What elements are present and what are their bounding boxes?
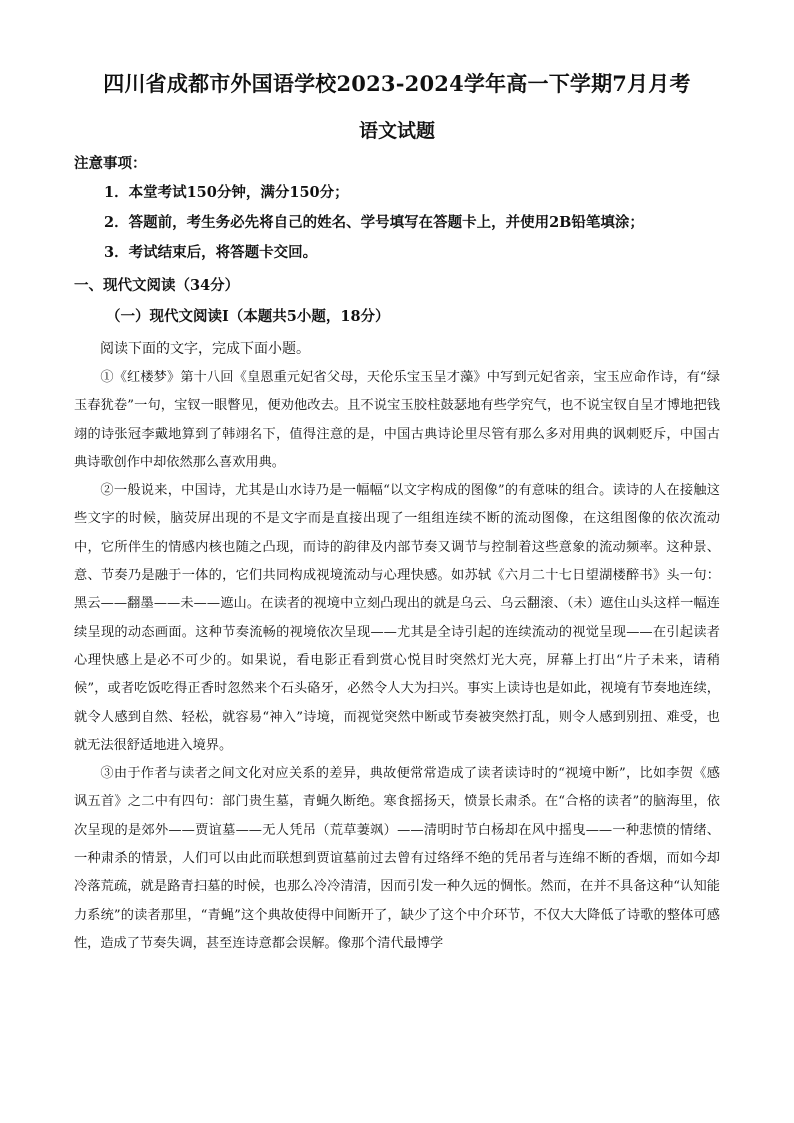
notice-list <box>104 182 744 272</box>
exam-title: 四川省成都市外国语学校2023-2024学年高一下学期7月月考 <box>103 71 691 96</box>
notice-item: 1．本堂考试150分钟，满分150分； <box>104 184 349 201</box>
passage-paragraph: ③由于作者与读者之间文化对应关系的差异，典故便常常造成了读者读诗时的“视境中断”，比如李贺《感讽五首》之二中有四句：部门贵生墓，青蝇久断绝。寒食摇扬天，愤景长肃杀。在“合格的读者”的脑海里，依次呈现的是郊外——贾谊墓——无人凭吊（荒草萋飒）——清明时节白杨却在风中摇曳——一种悲愤的情绪、一种肃杀的情景，人们可以由此而联想到贾谊墓前过去曾有过络绎不绝的凭吊者与连绵不断的香烟，而如今却冷落荒疏，就是路青扫墓的时候，也那么冷冷清清，因而引发一种久远的惆怅。然而，在并不具备这种“认知能力系统”的读者那里，“青蝇”这个典故使得中间断开了，缺少了这个中介环节，不仅大大降低了诗歌的整体可感性，造成了节奏失调，甚至连诗意都会误解。像那个清代最博学 <box>74 766 720 951</box>
subsection-heading: （一）现代文阅读Ⅰ（本题共5小题，18分） <box>106 308 390 325</box>
exam-subtitle: 语文试题 <box>358 120 435 142</box>
passage-paragraph: ①《红楼梦》第十八回《皇恩重元妃省父母，天伦乐宝玉呈才藻》中写到元妃省亲，宝玉应命作诗，有“绿玉春犹卷”一句，宝钗一眼瞥见，便劝他改去。且不说宝玉胶柱鼓瑟地有些学究气，也不说宝钗自呈才博地把钱翊的诗张冠李戴地算到了韩翊名下，值得注意的是，中国古典诗论里尽管有那么多对用典的讽刺贬斥，中国古典诗歌创作中却依然那么喜欢用典。 <box>74 370 720 470</box>
section-heading: 一、现代文阅读（34分） <box>74 277 240 294</box>
notice-heading: 注意事项： <box>74 155 147 172</box>
reading-instruction: 阅读下面的文字，完成下面小题。 <box>100 341 310 357</box>
passage-paragraph: ②一般说来，中国诗，尤其是山水诗乃是一幅幅“以文字构成的图像”的有意味的组合。读诗的人在接触这些文字的时候，脑荧屏出现的不是文字而是直接出现了一组组连续不断的流动图像，在这组图像的依次流动中，它所伴生的情感内核也随之凸现，而诗的韵律及内部节奏又调节与控制着这些意象的流动频率。这种景、意、节奏乃是融于一体的，它们共同构成视境流动与心理快感。如苏轼《六月二十七日望湖楼醉书》头一句：黑云——翻墨——未——遮山。在读者的视境中立刻凸现出的就是乌云、乌云翻滚、（未）遮住山头这样一幅连续呈现的动态画面。这种节奏流畅的视境依次呈现——尤其是全诗引起的连续流动的视觉呈现——在引起读者心理快感上是必不可少的。如果说，看电影正看到赏心悦目时突然灯光大亮，屏幕上打出“片子未来，请稍候”，或者吃饭吃得正香时忽然来个石头硌牙，必然令人大为扫兴。事实上读诗也是如此，视境有节奏地连续，就令人感到自然、轻松，就容易“神入”诗境，而视觉突然中断或节奏被突然打乱，则令人感到别扭、难受，也就无法很舒适地进入境界。 <box>74 483 720 753</box>
notice-item: 2．答题前，考生务必先将自己的姓名、学号填写在答题卡上，并使用2B铅笔填涂； <box>104 214 644 231</box>
reading-passage <box>74 364 720 958</box>
notice-item: 3．考试结束后，将答题卡交回。 <box>104 244 318 261</box>
